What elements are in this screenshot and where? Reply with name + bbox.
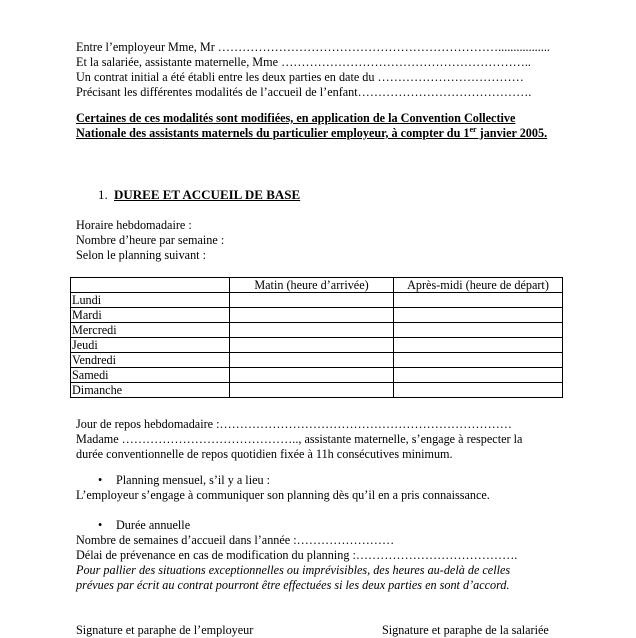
initial-contract-line: Un contrat initial a été établi entre les deux parties en date du ……………………………… (76, 70, 524, 84)
morning-cell[interactable] (230, 368, 394, 383)
employer-signature-label: Signature et paraphe de l’employeur (76, 623, 254, 637)
daily-rest-line: durée conventionnelle de repos quotidien fixée à 11h consécutives minimum. (76, 447, 453, 461)
hours-block (76, 218, 224, 263)
annual-duration-block (76, 518, 517, 593)
morning-cell[interactable] (230, 293, 394, 308)
hours-per-week-label: Nombre d’heure par semaine : (76, 233, 225, 247)
day-cell: Lundi (71, 293, 230, 308)
planning-table (70, 277, 563, 398)
rest-block (76, 417, 522, 462)
notice-text-end: janvier 2005. (476, 126, 548, 140)
intro-block (76, 40, 562, 100)
monthly-planning-bullet (76, 473, 490, 488)
day-cell: Mercredi (71, 323, 230, 338)
exceptional-hours-line-1: Pour pallier des situations exceptionnelles ou imprévisibles, des heures au-delà de celles (76, 563, 511, 577)
day-cell: Mardi (71, 308, 230, 323)
annual-duration-bullet (76, 518, 517, 533)
employee-line: Et la salariée, assistante maternelle, Mme …………………………………………………….. (76, 55, 531, 69)
afternoon-cell[interactable] (394, 368, 563, 383)
table-row (71, 368, 563, 383)
convention-notice (76, 111, 562, 141)
table-header-afternoon: Après-midi (heure de départ) (394, 278, 563, 293)
notice-superscript: er (469, 124, 477, 134)
annual-duration-label: Durée annuelle (116, 518, 191, 532)
afternoon-cell[interactable] (394, 338, 563, 353)
document-page (72, 40, 562, 637)
afternoon-cell[interactable] (394, 353, 563, 368)
weeks-per-year-line: Nombre de semaines d’accueil dans l’année :…………………… (76, 533, 395, 547)
table-header-day (71, 278, 230, 293)
weekly-rest-line: Jour de repos hebdomadaire :……………………………………………………………… (76, 417, 512, 431)
morning-cell[interactable] (230, 323, 394, 338)
afternoon-cell[interactable] (394, 323, 563, 338)
weekly-hours-label: Horaire hebdomadaire : (76, 218, 192, 232)
table-row (71, 383, 563, 398)
afternoon-cell[interactable] (394, 308, 563, 323)
monthly-planning-text: L’employeur s’engage à communiquer son planning dès qu’il en a pris connaissance. (76, 488, 490, 502)
day-cell: Samedi (71, 368, 230, 383)
bullet-dot: • (98, 473, 103, 487)
table-header-row (71, 278, 563, 293)
table-row (71, 293, 563, 308)
day-cell: Dimanche (71, 383, 230, 398)
planning-label: Selon le planning suivant : (76, 248, 206, 262)
table-header-morning: Matin (heure d’arrivée) (230, 278, 394, 293)
day-cell: Vendredi (71, 353, 230, 368)
afternoon-cell[interactable] (394, 293, 563, 308)
employer-line: Entre l’employeur Mme, Mr ……………………………………………………………................. (76, 40, 550, 54)
morning-cell[interactable] (230, 308, 394, 323)
modalities-line: Précisant les différentes modalités de l’accueil de l’enfant……………………………………. (76, 85, 532, 99)
morning-cell[interactable] (230, 353, 394, 368)
morning-cell[interactable] (230, 338, 394, 353)
madame-line: Madame …………………………………….., assistante maternelle, s’engage à respecter la (76, 432, 523, 446)
section-title: DUREE ET ACCUEIL DE BASE (114, 187, 301, 202)
afternoon-cell[interactable] (394, 383, 563, 398)
table-row (71, 323, 563, 338)
notice-delay-line: Délai de prévenance en cas de modification du planning :…………………………………. (76, 548, 518, 562)
table-row (71, 338, 563, 353)
monthly-planning-label: Planning mensuel, s’il y a lieu : (116, 473, 271, 487)
employee-signature-label: Signature et paraphe de la salariée (382, 623, 549, 637)
day-cell: Jeudi (71, 338, 230, 353)
bullet-dot: • (98, 518, 103, 532)
section-number: 1. (98, 187, 108, 202)
morning-cell[interactable] (230, 383, 394, 398)
exceptional-hours-line-2: prévues par écrit au contrat pourront être effectuées si les deux parties en sont d’accord. (76, 578, 510, 592)
monthly-planning-block (76, 473, 490, 503)
section-heading (98, 187, 300, 202)
notice-text: Certaines de ces modalités sont modifiées, en application de la Convention Collective Nationale des assistants maternels du particulier employeur, à compter du 1 (76, 111, 516, 140)
table-row (71, 308, 563, 323)
table-row (71, 353, 563, 368)
signature-row (76, 623, 562, 638)
